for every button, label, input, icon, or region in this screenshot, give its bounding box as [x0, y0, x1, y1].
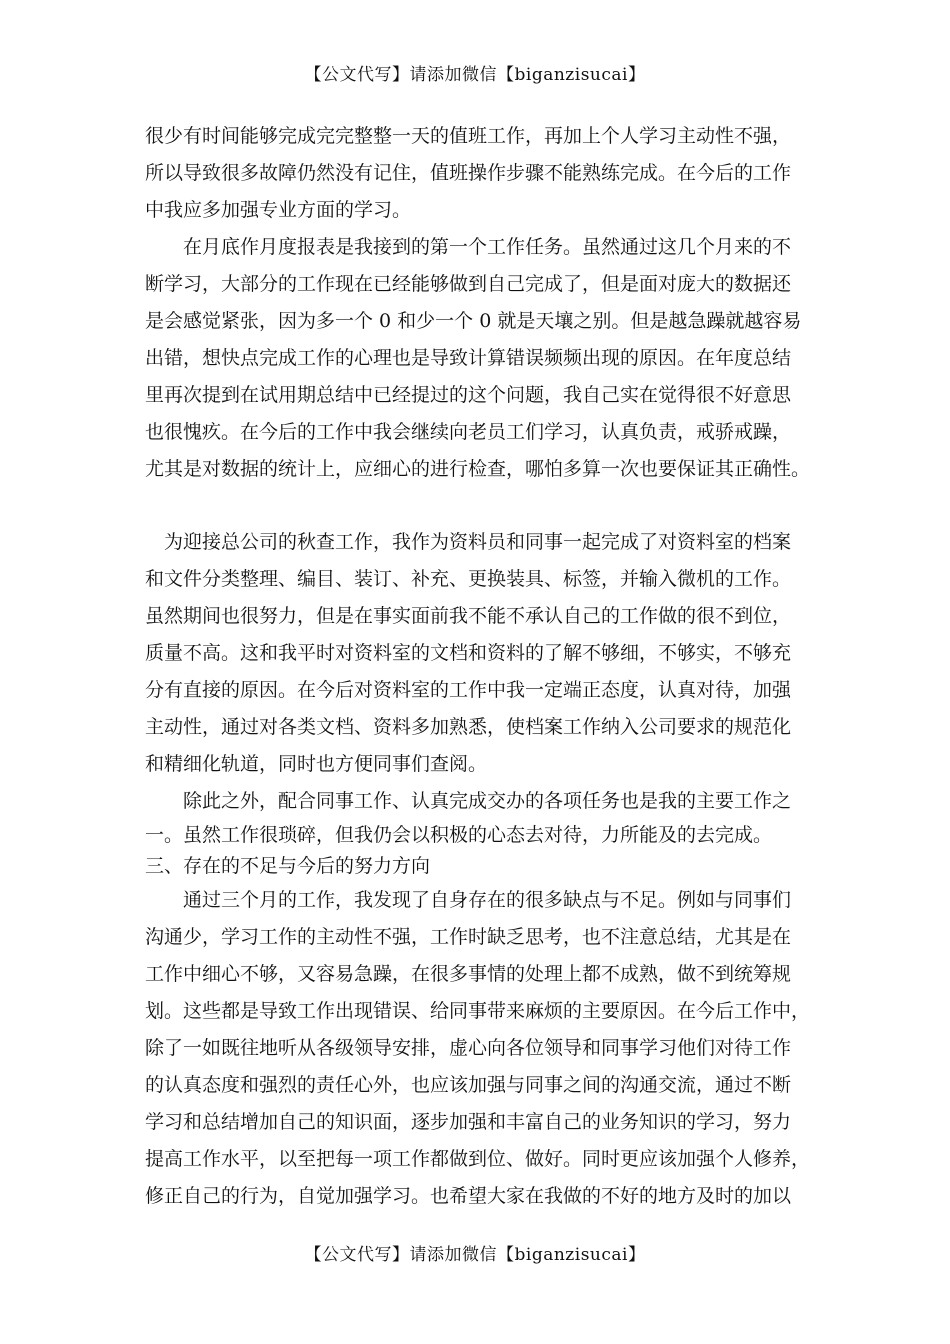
text-line: 为迎接总公司的秋查工作，我作为资料员和同事一起完成了对资料室的档案: [145, 531, 792, 553]
section-heading: 三、存在的不足与今后的努力方向: [145, 855, 431, 877]
text-line: 断学习，大部分的工作现在已经能够做到自己完成了，但是面对庞大的数据还: [145, 273, 792, 295]
text-line: 除此之外，配合同事工作、认真完成交办的各项任务也是我的主要工作之: [145, 790, 792, 812]
text-line: 尤其是对数据的统计上，应细心的进行检查，哪怕多算一次也要保证其正确性。: [145, 458, 811, 480]
text-line: 一。虽然工作很琐碎，但我仍会以积极的心态去对待，力所能及的去完成。: [145, 824, 773, 846]
text-line: 是会感觉紧张，因为多一个 0 和少一个 0 就是天壤之别。但是越急躁就越容易: [145, 310, 802, 332]
text-line: 和精细化轨道，同时也方便同事们查阅。: [145, 753, 488, 775]
text-line: 出错，想快点完成工作的心理也是导致计算错误频频出现的原因。在年度总结: [145, 347, 792, 369]
text-line: 修正自己的行为，自觉加强学习。也希望大家在我做的不好的地方及时的加以: [145, 1185, 792, 1207]
text-line: 工作中细心不够，又容易急躁，在很多事情的处理上都不成熟，做不到统筹规: [145, 963, 792, 985]
text-line: 在月底作月度报表是我接到的第一个工作任务。虽然通过这几个月来的不: [145, 236, 792, 258]
text-line: 通过三个月的工作，我发现了自身存在的很多缺点与不足。例如与同事们: [145, 889, 792, 911]
document-body: [145, 118, 821, 1215]
page-footer: 【公文代写】请添加微信【biganzisucai】: [304, 1245, 646, 1265]
text-line: 提高工作水平，以至把每一项工作都做到位、做好。同时更应该加强个人修养，: [145, 1148, 811, 1170]
text-line: 划。这些都是导致工作出现错误、给同事带来麻烦的主要原因。在今后工作中，: [145, 1000, 811, 1022]
text-line: 所以导致很多故障仍然没有记住，值班操作步骤不能熟练完成。在今后的工作: [145, 162, 792, 184]
text-line: 除了一如既往地听从各级领导安排，虚心向各位领导和同事学习他们对待工作: [145, 1037, 792, 1059]
text-line: 的认真态度和强烈的责任心外，也应该加强与同事之间的沟通交流，通过不断: [145, 1074, 792, 1096]
text-line: 沟通少，学习工作的主动性不强，工作时缺乏思考，也不注意总结，尤其是在: [145, 926, 792, 948]
text-line: 分有直接的原因。在今后对资料室的工作中我一定端正态度，认真对待，加强: [145, 679, 792, 701]
text-line: 也很愧疚。在今后的工作中我会继续向老员工们学习，认真负责，戒骄戒躁，: [145, 421, 792, 443]
text-line: 主动性，通过对各类文档、资料多加熟悉，使档案工作纳入公司要求的规范化: [145, 716, 792, 738]
text-line: 学习和总结增加自己的知识面，逐步加强和丰富自己的业务知识的学习，努力: [145, 1111, 792, 1133]
text-line: 里再次提到在试用期总结中已经提过的这个问题，我自己实在觉得很不好意思: [145, 384, 792, 406]
text-line: 虽然期间也很努力，但是在事实面前我不能不承认自己的工作做的很不到位，: [145, 605, 792, 627]
page-header: 【公文代写】请添加微信【biganzisucai】: [304, 65, 646, 85]
text-line: 质量不高。这和我平时对资料室的文档和资料的了解不够细，不够实，不够充: [145, 642, 792, 664]
text-line: 中我应多加强专业方面的学习。: [145, 199, 412, 221]
blank-line: [145, 488, 821, 524]
text-line: 和文件分类整理、编目、装订、补充、更换装具、标签，并输入微机的工作。: [145, 568, 792, 590]
text-line: 很少有时间能够完成完完整整一天的值班工作，再加上个人学习主动性不强，: [145, 125, 792, 147]
